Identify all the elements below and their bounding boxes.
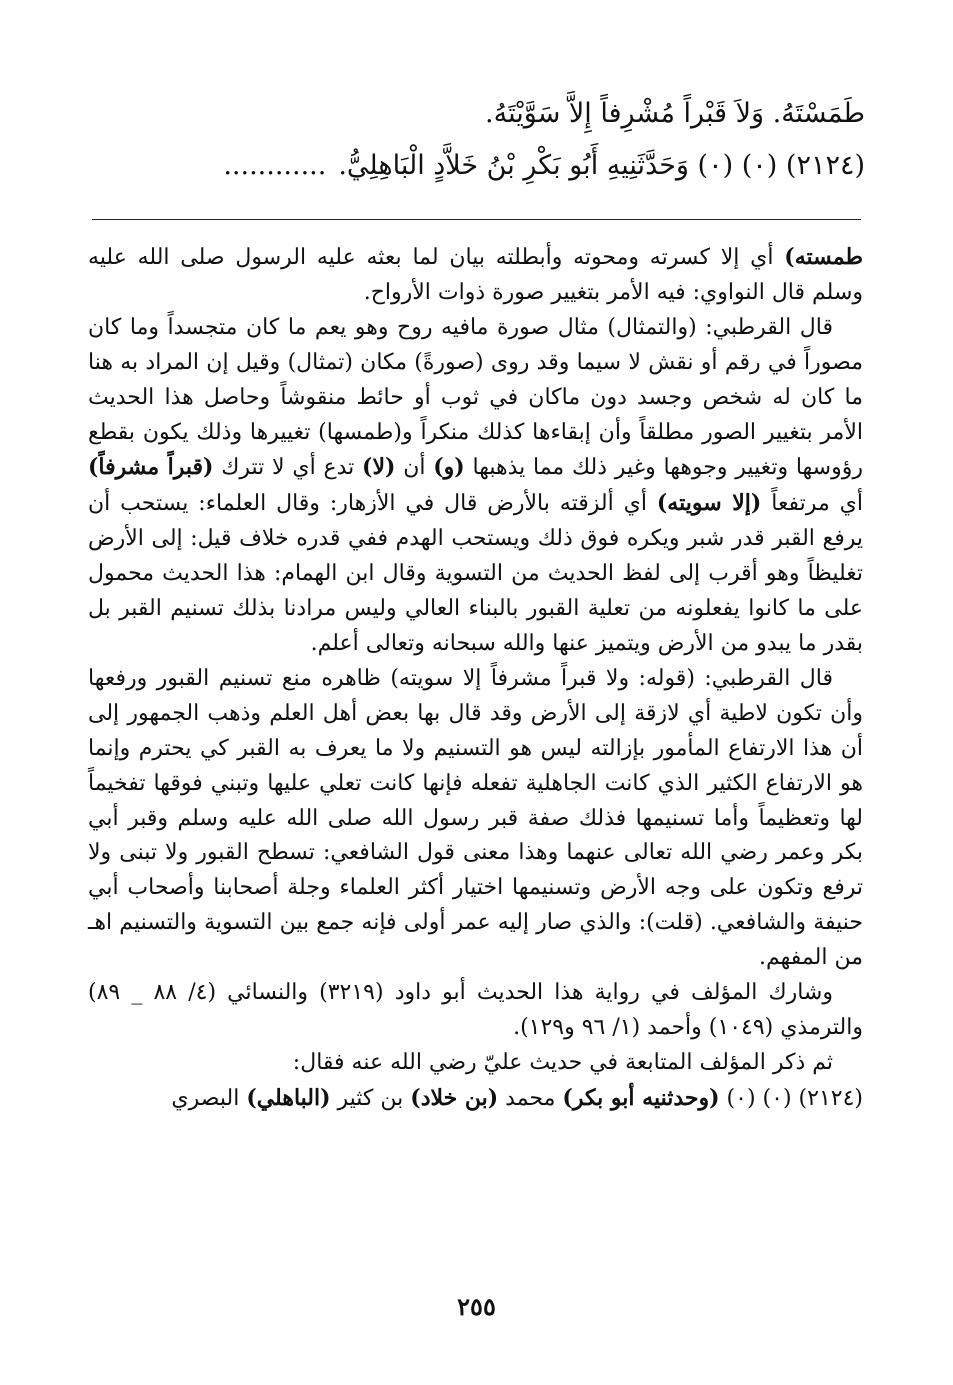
commentary-text: قال القرطبي: (والتمثال) مثال صورة مافيه روح وهو يعم ما كان متجسداً وما كان مصوراً في رقم أو نقش لا سيما وقد روى (صورةً) مكان (تمثال) وقيل إن المراد به هنا ما كان له شخص وجسد دون ماكان في ثوب أو حائط منقوشاً وحاصل هذا الحديث الأمر بتغيير الصور مطلقاً وأن إبقاءها كذلك منكراً و(طمسها) تغييرها وذلك يكون بقطع رؤوسها وتغيير وجوهها وغير ذلك مما يذهبها <box>88 314 863 481</box>
keyword: (وحدثنيه أبو بكر) <box>562 1084 720 1111</box>
commentary-text: أن <box>403 455 426 481</box>
commentary-text: (٢١٢٤) (٠) (٠) <box>726 1085 863 1111</box>
commentary-text: محمد <box>505 1085 556 1111</box>
keyword: طمسته) <box>784 244 863 270</box>
commentary-paragraph-6 <box>88 1081 863 1117</box>
keyword: (بن خلاد) <box>410 1084 499 1111</box>
commentary-paragraph-3 <box>88 662 863 976</box>
commentary-text: تدع أي لا تترك <box>221 455 355 481</box>
hadith-line-1: طَمَسْتَهُ. وَلاَ قَبْراً مُشْرِفاً إِلاَّ سَوَّيْتَهُ. <box>485 98 865 129</box>
hadith-line-2 <box>80 140 865 192</box>
keyword: (الباهلي) <box>246 1084 331 1111</box>
commentary-text: بن كثير <box>337 1085 404 1111</box>
keyword: (قبراً مشرفاً) <box>88 454 214 481</box>
commentary-text: أي إلا كسرته ومحوته وأبطلته بيان لما بعثه عليه الرسول صلى الله عليه وسلم قال النواوي: فيه الأمر بتغيير صورة ذوات الأرواح. <box>88 245 863 305</box>
separator-rule <box>92 219 861 220</box>
commentary <box>88 240 863 1117</box>
hadith-isnad: (٢١٢٤) (٠) (٠) وَحَدَّثَنِيهِ أَبُو بَكْرِ بْنُ خَلاَّدٍ الْبَاهِلِيُّ. <box>338 150 865 181</box>
dotted-leader: ............ <box>223 150 327 181</box>
commentary-paragraph-5 <box>88 1046 863 1081</box>
commentary-text: وشارك المؤلف في رواية هذا الحديث أبو داود (٣٢١٩) والنسائي (٤/ ٨٨ _ ٨٩) والترمذي (١٠٤٩) وأحمد (١/ ٩٦ و١٢٩). <box>88 980 863 1040</box>
commentary-text: ثم ذكر المؤلف المتابعة في حديث عليّ رضي الله عنه فقال: <box>292 1049 833 1075</box>
hadith-text <box>80 88 865 192</box>
page-number: ٢٥٥ <box>457 1292 496 1321</box>
keyword: (و) <box>433 454 465 481</box>
commentary-paragraph-1 <box>88 240 863 311</box>
commentary-text: أي مرتفعاً <box>771 491 863 517</box>
commentary-text: أي ألزقته بالأرض قال في الأزهار: وقال العلماء: يستحب أن يرفع القبر قدر شبر ويكره فوق ذلك ويستحب الهدم ففي قدره خلاف قيل: إلى الأرض تغليظاً وهو أقرب إلى لفظ الحديث من التسوية وقال ابن الهمام: هذا الحديث محمول على ما كانوا يفعلونه من تعلية القبور بالبناء العالي وليس مرادنا بذلك تسنيم القبر بل بقدر ما يبدو من الأرض ويتميز عنها والله سبحانه وتعالى أعلم. <box>88 491 863 656</box>
commentary-text: البصري <box>171 1085 240 1111</box>
commentary-paragraph-4 <box>88 976 863 1046</box>
keyword: (إلا سويته) <box>656 490 762 517</box>
commentary-paragraph-2 <box>88 311 863 662</box>
commentary-text: قال القرطبي: (قوله: ولا قبراً مشرفاً إلا سويته) ظاهره منع تسنيم القبور ورفعها وأن تكون لاطية أي لازقة إلى الأرض وقد قال بها بعض أهل العلم وذهب الجمهور إلى أن هذا الارتفاع المأمور بإزالته ليس هو التسنيم ولا ما يعرف به القبر كي يحترم وإنما هو الارتفاع الكثير الذي كانت الجاهلية تفعله فإنها كانت تعلي عليها وتبني فوقها تفخيماً لها وتعظيماً وأما تسنيمها فذلك صفة قبر رسول الله صلى الله عليه وسلم وقبر أبي بكر وعمر رضي الله تعالى عنهما وهذا معنى قول الشافعي: تسطح القبور ولا تبنى ولا ترفع وتكون على وجه الأرض وتسنيمها اختيار أكثر العلماء وجلة أصحابنا وأصحاب أبي حنيفة والشافعي. (قلت): والذي صار إليه عمر أولى فإنه جمع بين التسوية والتسنيم اهـ من المفهم. <box>88 665 863 971</box>
keyword: (لا) <box>362 454 396 481</box>
